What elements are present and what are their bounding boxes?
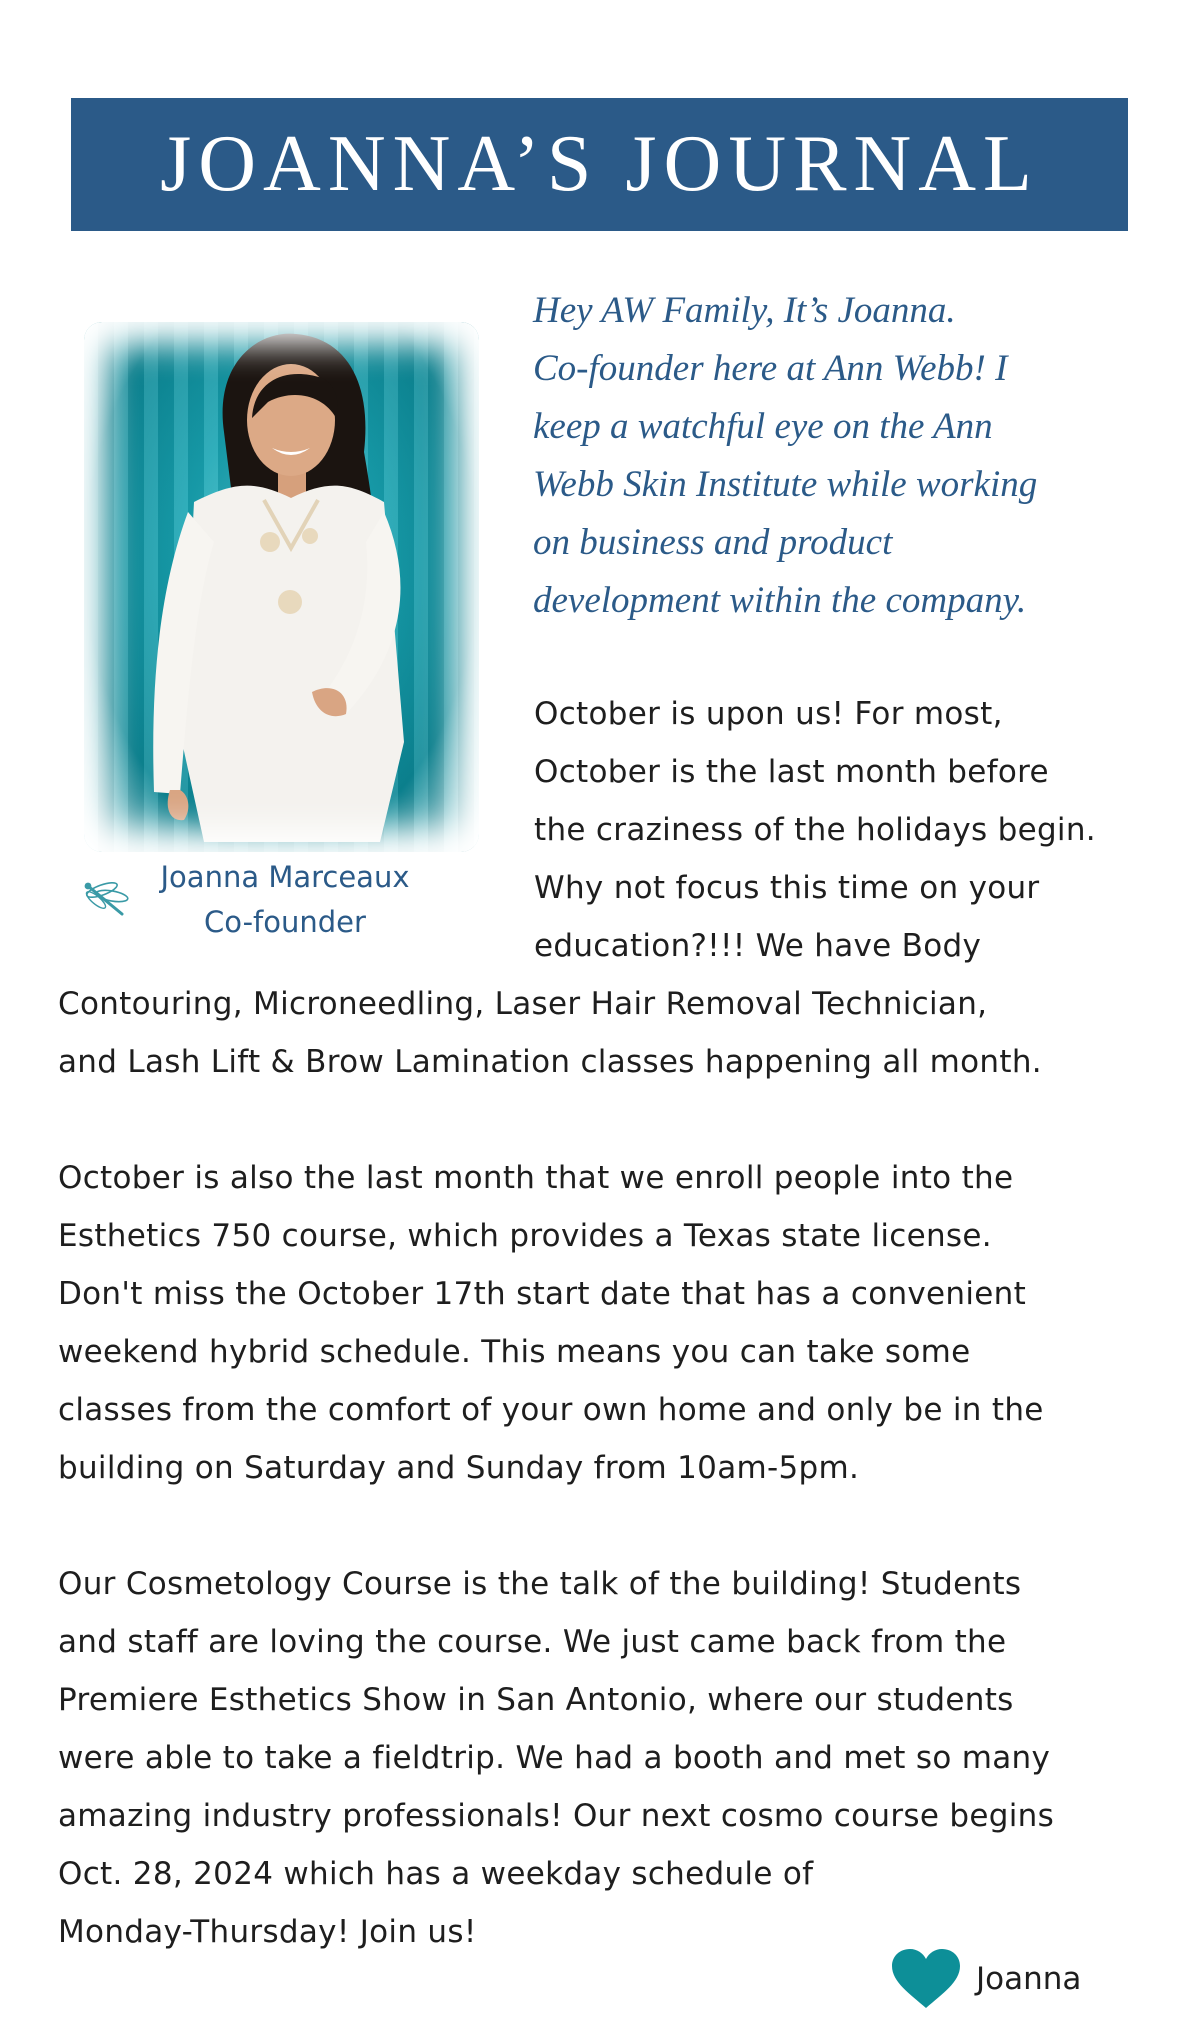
- body-line: and Lash Lift & Brow Lamination classes happening all month.: [58, 1044, 1042, 1080]
- body-line: were able to take a fieldtrip. We had a booth and met so many: [58, 1740, 1051, 1776]
- intro-text: [533, 282, 1183, 630]
- body-line: October is the last month before: [534, 754, 1049, 790]
- intro-line: development within the company.: [533, 580, 1027, 621]
- body-line: education?!!! We have Body: [534, 928, 982, 964]
- intro-line: Co-founder here at Ann Webb! I: [533, 348, 1008, 389]
- intro-line: Webb Skin Institute while working: [533, 464, 1038, 505]
- signoff: [890, 1948, 1081, 2010]
- body-line: Oct. 28, 2024 which has a weekday schedule of: [58, 1856, 814, 1892]
- body-line: Contouring, Microneedling, Laser Hair Removal Technician,: [58, 986, 988, 1022]
- body-line: the craziness of the holidays begin.: [534, 812, 1096, 848]
- body-line: building on Saturday and Sunday from 10am-5pm.: [58, 1450, 860, 1486]
- intro-line: Hey AW Family, It’s Joanna.: [533, 290, 956, 331]
- heart-icon: [890, 1948, 962, 2010]
- body-line: classes from the comfort of your own home and only be in the: [58, 1392, 1044, 1428]
- paragraph-gap: [58, 1497, 1188, 1555]
- page-title: JOANNA’S JOURNAL: [160, 120, 1039, 208]
- intro-line: keep a watchful eye on the Ann: [533, 406, 993, 447]
- caption-role: Co-founder: [204, 905, 366, 939]
- body-line: October is also the last month that we enroll people into the: [58, 1160, 1014, 1196]
- body-line: Why not focus this time on your: [534, 870, 1040, 906]
- body-line: Monday-Thursday! Join us!: [58, 1914, 477, 1950]
- body-line: Don't miss the October 17th start date that has a convenient: [58, 1276, 1027, 1312]
- body-line: weekend hybrid schedule. This means you can take some: [58, 1334, 971, 1370]
- body-line: amazing industry professionals! Our next cosmo course begins: [58, 1798, 1055, 1834]
- body-line: and staff are loving the course. We just came back from the: [58, 1624, 1007, 1660]
- journal-body: [58, 685, 1188, 1961]
- body-line: Premiere Esthetics Show in San Antonio, where our students: [58, 1682, 1014, 1718]
- journal-banner: [71, 98, 1128, 231]
- body-line: October is upon us! For most,: [534, 696, 1003, 732]
- caption-name: Joanna Marceaux: [160, 860, 410, 894]
- body-line: Our Cosmetology Course is the talk of the building! Students: [58, 1566, 1022, 1602]
- intro-line: on business and product: [533, 522, 893, 563]
- paragraph-gap: [58, 1091, 1188, 1149]
- body-line: Esthetics 750 course, which provides a Texas state license.: [58, 1218, 992, 1254]
- signoff-name: Joanna: [976, 1961, 1082, 1997]
